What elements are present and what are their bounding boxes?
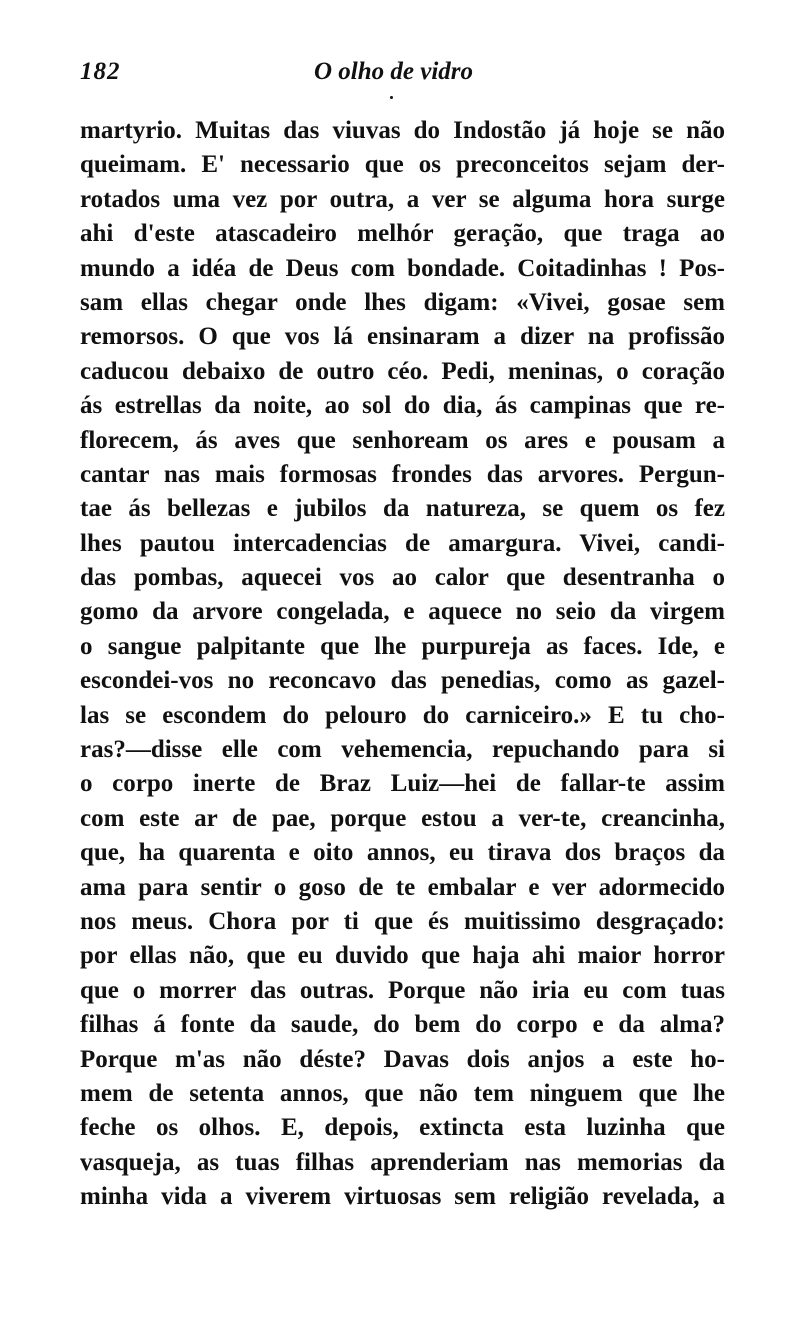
text-line: queimam. E' necessario que os preconceitos sejam der- — [80, 151, 725, 179]
text-line: ás estrellas da noite, ao sol do dia, ás campinas que re- — [80, 392, 725, 420]
text-line: minha vida a viverem virtuosas sem religião revelada, a — [80, 1183, 725, 1211]
text-line: ama para sentir o goso de te embalar e ver adormecido — [80, 873, 725, 901]
text-line: com este ar de pae, porque estou a ver-te, creancinha, — [80, 804, 725, 832]
text-line: martyrio. Muitas das viuvas do Indostão já hoje se não — [80, 117, 725, 144]
text-line: nos meus. Chora por ti que és muitissimo desgraçado: — [80, 907, 725, 935]
page-header — [80, 58, 725, 94]
text-line: escondei-vos no reconcavo das penedias, como as gazel- — [80, 667, 725, 695]
text-line: filhas á fonte da saude, do bem do corpo e da alma? — [80, 1011, 725, 1039]
text-line: ahi d'este atascadeiro melhór geração, que traga ao — [80, 220, 725, 248]
text-line: sam ellas chegar onde lhes digam: «Vivei, gosae sem — [80, 288, 725, 316]
body-text — [80, 114, 725, 1215]
text-line: cantar nas mais formosas frondes das arvores. Pergun- — [80, 460, 725, 488]
text-line: que o morrer das outras. Porque não iria eu com tuas — [80, 976, 725, 1004]
header-dot — [390, 96, 393, 99]
text-line: vasqueja, as tuas filhas aprenderiam nas memorias da — [80, 1148, 725, 1176]
text-line: remorsos. O que vos lá ensinaram a dizer na profissão — [80, 323, 725, 351]
text-line: caducou debaixo de outro céo. Pedi, meninas, o coração — [80, 357, 725, 385]
text-line: ras?—disse elle com vehemencia, repuchando para si — [80, 736, 725, 764]
text-line: gomo da arvore congelada, e aquece no seio da virgem — [80, 598, 725, 626]
text-line: por ellas não, que eu duvido que haja ahi maior horror — [80, 942, 725, 970]
running-title: O olho de vidro — [314, 58, 474, 85]
text-line: tae ás bellezas e jubilos da natureza, se quem os fez — [80, 495, 725, 523]
text-line: mem de setenta annos, que não tem ninguem que lhe — [80, 1079, 725, 1107]
text-line: Porque m'as não déste? Davas dois anjos a este ho- — [80, 1045, 725, 1073]
text-line: das pombas, aquecei vos ao calor que desentranha o — [80, 564, 725, 592]
text-line: las se escondem do pelouro do carniceiro.» E tu cho- — [80, 701, 725, 729]
text-line: lhes pautou intercadencias de amargura. Vivei, candi- — [80, 529, 725, 557]
text-line: feche os olhos. E, depois, extincta esta luzinha que — [80, 1114, 725, 1142]
text-line: que, ha quarenta e oito annos, eu tirava dos braços da — [80, 839, 725, 867]
text-line: mundo a idéa de Deus com bondade. Coitadinhas ! Pos- — [80, 254, 725, 282]
text-line: o corpo inerte de Braz Luiz—hei de fallar-te assim — [80, 770, 725, 798]
text-line: florecem, ás aves que senhoream os ares e pousam a — [80, 426, 725, 454]
page-number: 182 — [80, 58, 121, 85]
text-line: o sangue palpitante que lhe purpureja as faces. Ide, e — [80, 632, 725, 660]
text-line: rotados uma vez por outra, a ver se alguma hora surge — [80, 185, 725, 213]
